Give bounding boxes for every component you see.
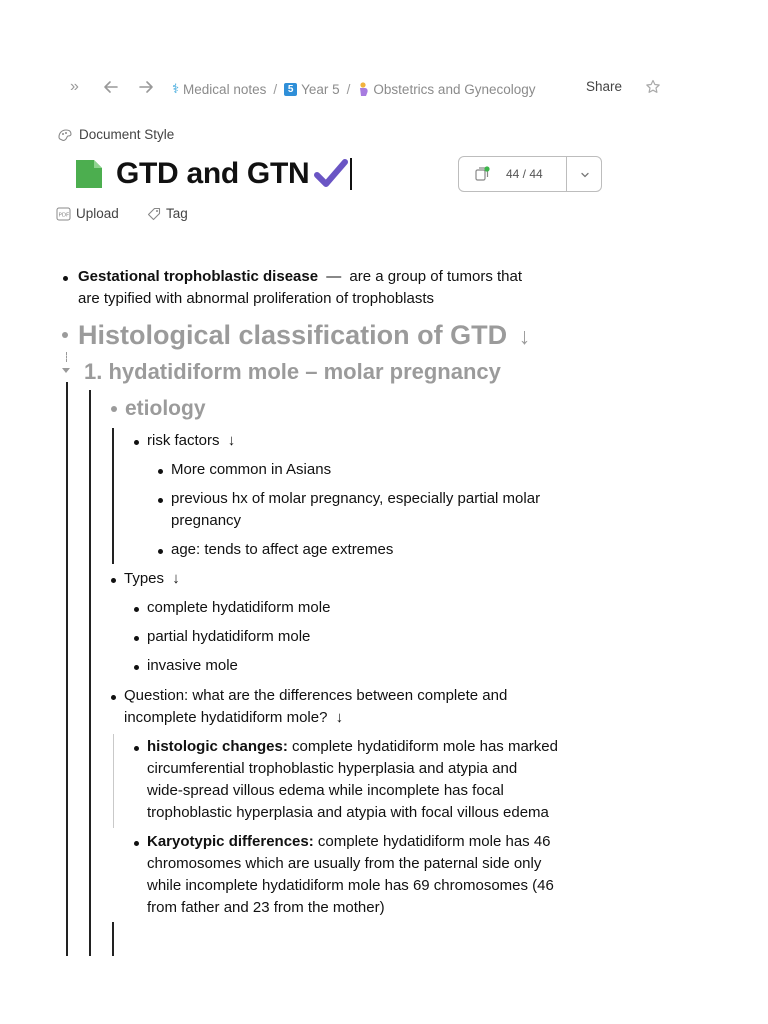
bullet: [134, 665, 139, 670]
breadcrumb-label: Year 5: [301, 81, 340, 97]
bullet: [134, 746, 139, 751]
pregnant-woman-icon: [357, 82, 369, 96]
list-item: complete hydatidiform mole: [147, 599, 331, 616]
list-item-continuation: wide-spread villous edema while incomplete has focal: [147, 782, 504, 799]
histologic-text: complete hydatidiform mole has marked: [292, 738, 558, 755]
breadcrumb: [172, 79, 549, 99]
list-item-continuation: trophoblastic hyperplasia and atypia with focal villous edema: [147, 804, 549, 821]
heading-hydatidiform-mole[interactable]: 1. hydatidiform mole – molar pregnancy: [84, 359, 501, 384]
karyotypic-text: complete hydatidiform mole has 46: [317, 833, 551, 850]
bullet: [134, 841, 139, 846]
copy-pages-icon: [473, 165, 491, 183]
karyotypic-differences-item: [147, 831, 551, 853]
question-item-continuation: [124, 707, 343, 729]
counter-text: 44 / 44: [506, 167, 543, 181]
bullet: [62, 332, 68, 338]
dashed-connector: [66, 352, 67, 362]
arrow-left-icon: [102, 78, 120, 96]
forward-button[interactable]: [137, 78, 155, 101]
bullet: [158, 498, 163, 503]
number-5-icon: 5: [284, 83, 297, 96]
bullet: [111, 695, 116, 700]
pdf-icon: [56, 207, 71, 221]
green-page-icon: [74, 158, 104, 190]
arrow-down-icon: ↓: [172, 570, 180, 587]
list-item: age: tends to affect age extremes: [171, 541, 394, 558]
tag-button[interactable]: [147, 206, 188, 221]
breadcrumb-item-year-5[interactable]: [284, 82, 340, 97]
bullet: [63, 276, 68, 281]
histologic-changes-item: [147, 736, 558, 758]
page-title-row: [74, 152, 352, 196]
upload-label: Upload: [76, 206, 119, 221]
breadcrumb-separator: /: [273, 81, 278, 97]
list-item-continuation: pregnancy: [171, 512, 242, 529]
indent-guide: [112, 428, 114, 564]
list-item-continuation: from father and 23 from the mother): [147, 899, 385, 916]
list-item-continuation: chromosomes which are usually from the paternal side only: [147, 855, 542, 872]
counter-widget[interactable]: [458, 156, 602, 192]
arrow-down-icon: ↓: [227, 432, 236, 449]
heading-histological-classification[interactable]: [78, 318, 530, 353]
heading-etiology[interactable]: etiology: [125, 397, 206, 420]
collapse-toggle[interactable]: [62, 368, 70, 373]
bullet: [134, 636, 139, 641]
document-style-label: Document Style: [79, 127, 175, 142]
risk-factors-label: risk factors: [147, 432, 220, 449]
bullet: [111, 578, 116, 583]
upload-button[interactable]: [56, 206, 119, 221]
counter-divider: [566, 156, 567, 192]
bullet: [111, 406, 117, 412]
favorite-button[interactable]: [645, 79, 661, 100]
caduceus-icon: ⚕: [172, 81, 180, 96]
palette-icon: [57, 128, 73, 142]
arrow-down-icon: ↓: [518, 323, 531, 349]
bullet: [134, 440, 139, 445]
list-item: previous hx of molar pregnancy, especially partial molar: [171, 490, 541, 507]
list-item-continuation: while incomplete hydatidiform mole has 69 chromosomes (46: [147, 877, 554, 894]
intro-line-1: [78, 266, 522, 288]
bullet: [134, 607, 139, 612]
list-item: invasive mole: [147, 657, 238, 674]
heading-text: Histological classification of GTD: [78, 320, 508, 350]
back-button[interactable]: [102, 78, 120, 101]
intro-text: are a group of tumors that: [349, 268, 523, 285]
share-button[interactable]: Share: [586, 79, 623, 94]
list-item: partial hydatidiform mole: [147, 628, 311, 645]
breadcrumb-label: Obstetrics and Gynecology: [373, 81, 536, 97]
arrow-right-icon: [137, 78, 155, 96]
intro-line-2: are typified with abnormal proliferation of trophoblasts: [78, 290, 435, 307]
breadcrumb-separator: /: [346, 81, 351, 97]
risk-factors-item[interactable]: [147, 430, 235, 452]
types-item[interactable]: [124, 568, 180, 590]
indent-guide: [66, 382, 68, 956]
breadcrumb-item-obgyn[interactable]: [357, 82, 549, 97]
indent-guide: [89, 390, 91, 956]
arrow-down-icon: ↓: [335, 709, 344, 726]
intro-term: Gestational trophoblastic disease: [78, 268, 319, 285]
breadcrumb-item-medical-notes[interactable]: [172, 81, 266, 97]
expand-sidebar-button[interactable]: [70, 78, 79, 96]
star-icon: [645, 79, 661, 95]
intro-dash: —: [326, 268, 342, 285]
document-style-button[interactable]: [57, 127, 174, 142]
bullet: [158, 469, 163, 474]
page-title[interactable]: GTD and GTN: [116, 157, 310, 190]
breadcrumb-label: Medical notes: [183, 81, 267, 97]
tag-icon: [147, 207, 161, 221]
double-chevron-right-icon: »: [70, 78, 79, 95]
indent-guide: [113, 734, 114, 828]
karyotypic-term: Karyotypic differences:: [147, 833, 314, 850]
text-cursor: [350, 158, 352, 190]
types-label: Types: [124, 570, 165, 587]
question-text: incomplete hydatidiform mole?: [124, 709, 328, 726]
chevron-down-icon[interactable]: [579, 169, 591, 181]
histologic-term: histologic changes:: [147, 738, 288, 755]
list-item-continuation: circumferential trophoblastic hyperplasia and atypia and: [147, 760, 518, 777]
svg-text:PDF: PDF: [58, 212, 70, 218]
indent-guide: [112, 922, 114, 956]
tag-label: Tag: [166, 206, 188, 221]
question-item[interactable]: Question: what are the differences between complete and: [124, 687, 508, 704]
bullet: [158, 549, 163, 554]
check-mark-icon: [314, 159, 348, 189]
list-item: More common in Asians: [171, 461, 332, 478]
